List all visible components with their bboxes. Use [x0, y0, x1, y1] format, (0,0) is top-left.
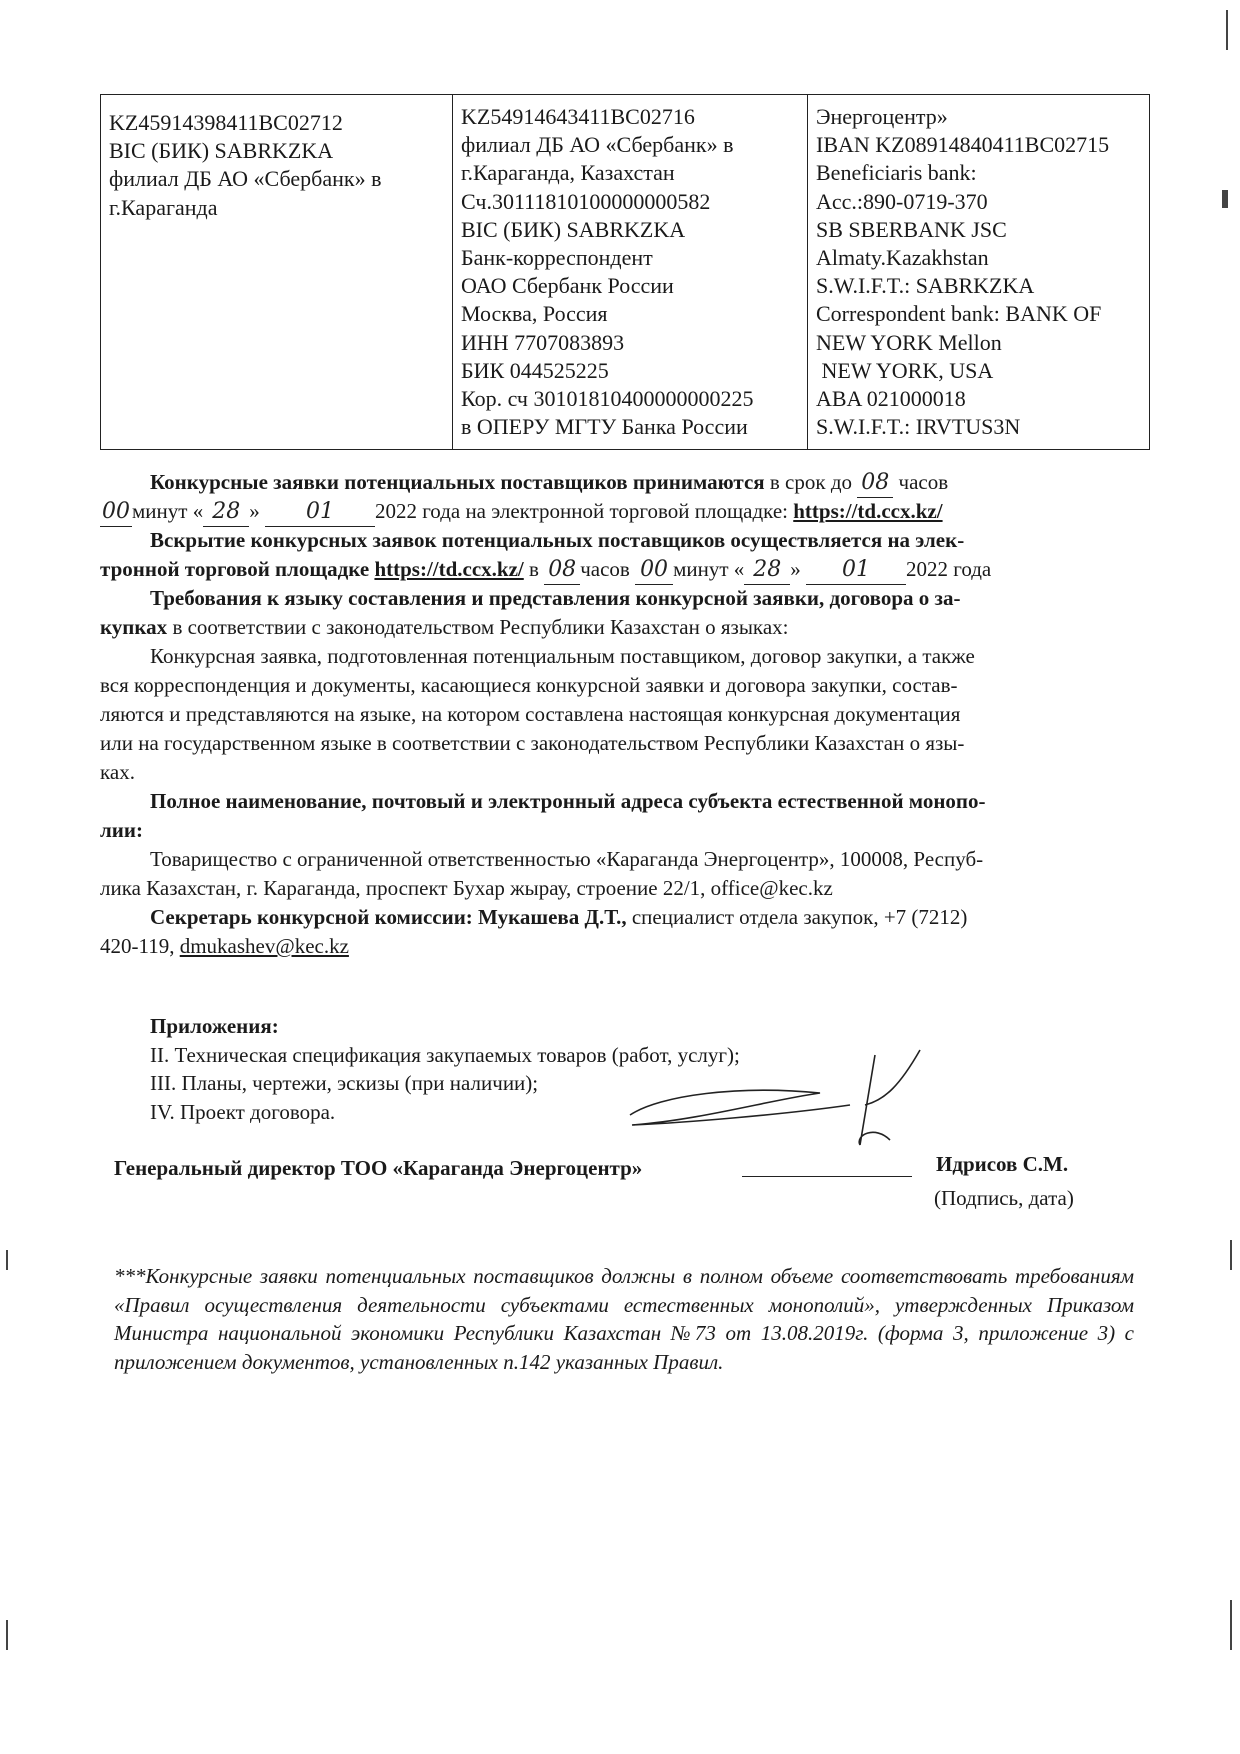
opening-hours: 08 [544, 556, 580, 585]
submission-url[interactable]: https://td.ccx.kz/ [793, 499, 943, 523]
bank-line: Beneficiaris bank: [816, 160, 977, 186]
secretary-phone: 420-119, [100, 934, 175, 958]
bank-line: г.Караганда, Казахстан [461, 160, 675, 186]
submission-day: 28 [203, 498, 249, 527]
submission-hours-word: часов [898, 470, 949, 494]
annex-item: IV. Проект договора. [150, 1099, 336, 1124]
language-body-1: Конкурсная заявка, подготовленная потенциальным поставщиком, договор закупки, а также [150, 644, 975, 668]
opening-minutes-word: минут « [673, 557, 745, 581]
language-body-5: ках. [100, 760, 135, 784]
submission-year: 2022 года на электронной торговой площадке: [374, 499, 788, 523]
bank-line: NEW YORK Mellon [816, 329, 1002, 355]
bank-line: Кор. сч 30101810400000000225 [461, 385, 754, 411]
submission-minutes: 00 [100, 498, 132, 527]
bank-line: Correspondent bank: BANK OF [816, 301, 1102, 327]
bank-line: SB SBERBANK JSC [816, 216, 1007, 242]
opening-year: 2022 года [906, 557, 992, 581]
bank-line: S.W.I.F.T.: SABRKZKA [816, 273, 1035, 299]
bank-column-1 [101, 95, 453, 449]
secretary-line-2 [100, 932, 349, 960]
secretary-lead: Секретарь конкурсной комиссии: Мукашева Д.Т., [150, 905, 627, 929]
secretary-line-1 [150, 903, 967, 931]
opening-line-1: Вскрытие конкурсных заявок потенциальных поставщиков осуществляется на элек- [150, 528, 965, 552]
bank-line: NEW YORK, USA [816, 357, 994, 383]
bank-line: KZ54914643411BC02716 [461, 104, 695, 129]
bank-line: KZ45914398411BC02712 [109, 110, 343, 135]
bank-line: S.W.I.F.T.: IRVTUS3N [816, 414, 1021, 440]
submission-line-2 [100, 497, 943, 527]
annex-item: III. Планы, чертежи, эскизы (при наличии); [150, 1071, 539, 1096]
secretary-rest: специалист отдела закупок, +7 (7212) [631, 905, 968, 929]
director-label: Генеральный директор ТОО «Караганда Энергоцентр» [114, 1156, 643, 1180]
bank-line: ИНН 7707083893 [461, 329, 625, 355]
submission-hours: 08 [857, 469, 893, 498]
language-body-2: вся корреспонденция и документы, касающиеся конкурсной заявки и договора закупки, состав- [100, 673, 958, 697]
submission-term: в срок до [769, 470, 853, 494]
opening-quote: » [790, 557, 801, 581]
language-heading-rest: в соответствии с законодательством Республики Казахстан о языках: [172, 615, 789, 639]
bank-column-3 [808, 95, 1149, 449]
bank-line: в ОПЕРУ МГТУ Банка России [461, 414, 748, 440]
bank-details-table [100, 94, 1150, 450]
bank-line: Москва, Россия [461, 301, 608, 327]
bank-line: Банк-корреспондент [461, 244, 653, 270]
signature-row [114, 1152, 1114, 1222]
entity-body-1: Товарищество с ограниченной ответственностью «Караганда Энергоцентр», 100008, Респуб- [150, 847, 984, 871]
bank-line: ОАО Сбербанк России [461, 273, 674, 299]
entity-heading-1: Полное наименование, почтовый и электронный адреса субъекта естественной монопо- [150, 789, 986, 813]
bank-line: IBAN KZ08914840411BC02715 [816, 132, 1110, 158]
opening-line-2 [100, 555, 991, 585]
entity-heading-2: лии: [100, 818, 143, 842]
language-heading-1: Требования к языку составления и представления конкурсной заявки, договора о за- [150, 586, 961, 610]
opening-in: в [529, 557, 539, 581]
scan-edge-mark [6, 1250, 8, 1270]
bank-line: BIC (БИК) SABRKZKA [461, 216, 686, 242]
scan-edge-mark [1226, 10, 1228, 50]
opening-month: 01 [806, 556, 906, 585]
signature-caption: (Подпись, дата) [934, 1186, 1074, 1210]
bank-line: Acc.:890-0719-370 [816, 188, 988, 214]
submission-lead: Конкурсные заявки потенциальных поставщиков принимаются [150, 470, 765, 494]
opening-platform: тронной торговой площадке [100, 557, 370, 581]
bank-line: филиал ДБ АО «Сбербанк» в [461, 132, 734, 158]
director-name: Идрисов С.М. [936, 1152, 1069, 1176]
footnote: ***Конкурсные заявки потенциальных поставщиков должны в полном объеме соответствовать требованиям «Правил осуществления деятельности субъектами естественных монополий», утвержденных Приказом Министра национальной экономики Республики Казахстан №73 от 13.08.2019г. (форма 3, приложение 3) с приложением документов, установленных п.142 указанных Правил. [114, 1264, 1134, 1374]
annexes-title: Приложения: [150, 1014, 279, 1038]
bank-line: Энергоцентр» [816, 104, 948, 129]
opening-url[interactable]: https://td.ccx.kz/ [374, 557, 524, 581]
annex-item: II. Техническая спецификация закупаемых товаров (работ, услуг); [150, 1042, 740, 1067]
language-heading-2 [100, 613, 788, 641]
submission-line-1 [150, 468, 948, 498]
bank-line: филиал ДБ АО «Сбербанк» в [109, 166, 382, 192]
submission-quote: » [249, 499, 260, 523]
scan-edge-mark [1222, 190, 1228, 208]
entity-body-2: лика Казахстан, г. Караганда, проспект Бухар жырау, строение 22/1, office@kec.kz [100, 876, 833, 900]
opening-hours-word: часов [580, 557, 630, 581]
scan-edge-mark [1230, 1600, 1232, 1650]
scan-edge-mark [6, 1620, 8, 1650]
opening-day: 28 [744, 556, 790, 585]
bank-line: БИК 044525225 [461, 357, 609, 383]
bank-line: BIC (БИК) SABRKZKA [109, 138, 334, 164]
submission-minutes-word: минут « [132, 499, 204, 523]
opening-minutes: 00 [635, 556, 673, 585]
bank-line: Almaty.Kazakhstan [816, 244, 989, 270]
bank-line: Сч.30111810100000000582 [461, 188, 711, 214]
bank-column-2 [453, 95, 808, 449]
bank-line: ABA 021000018 [816, 385, 966, 411]
handwritten-signature [620, 1045, 950, 1155]
scan-edge-mark [1230, 1240, 1232, 1270]
secretary-email[interactable]: dmukashev@kec.kz [179, 934, 349, 958]
bank-line: г.Караганда [109, 194, 218, 220]
language-heading-end: купках [100, 615, 168, 639]
submission-month: 01 [265, 498, 375, 527]
language-body-4: или на государственном языке в соответствии с законодательством Республики Казахстан о язы- [100, 731, 965, 755]
language-body-3: ляются и представляются на языке, на котором составлена настоящая конкурсная документация [100, 702, 961, 726]
signature-blank-line [742, 1176, 912, 1177]
